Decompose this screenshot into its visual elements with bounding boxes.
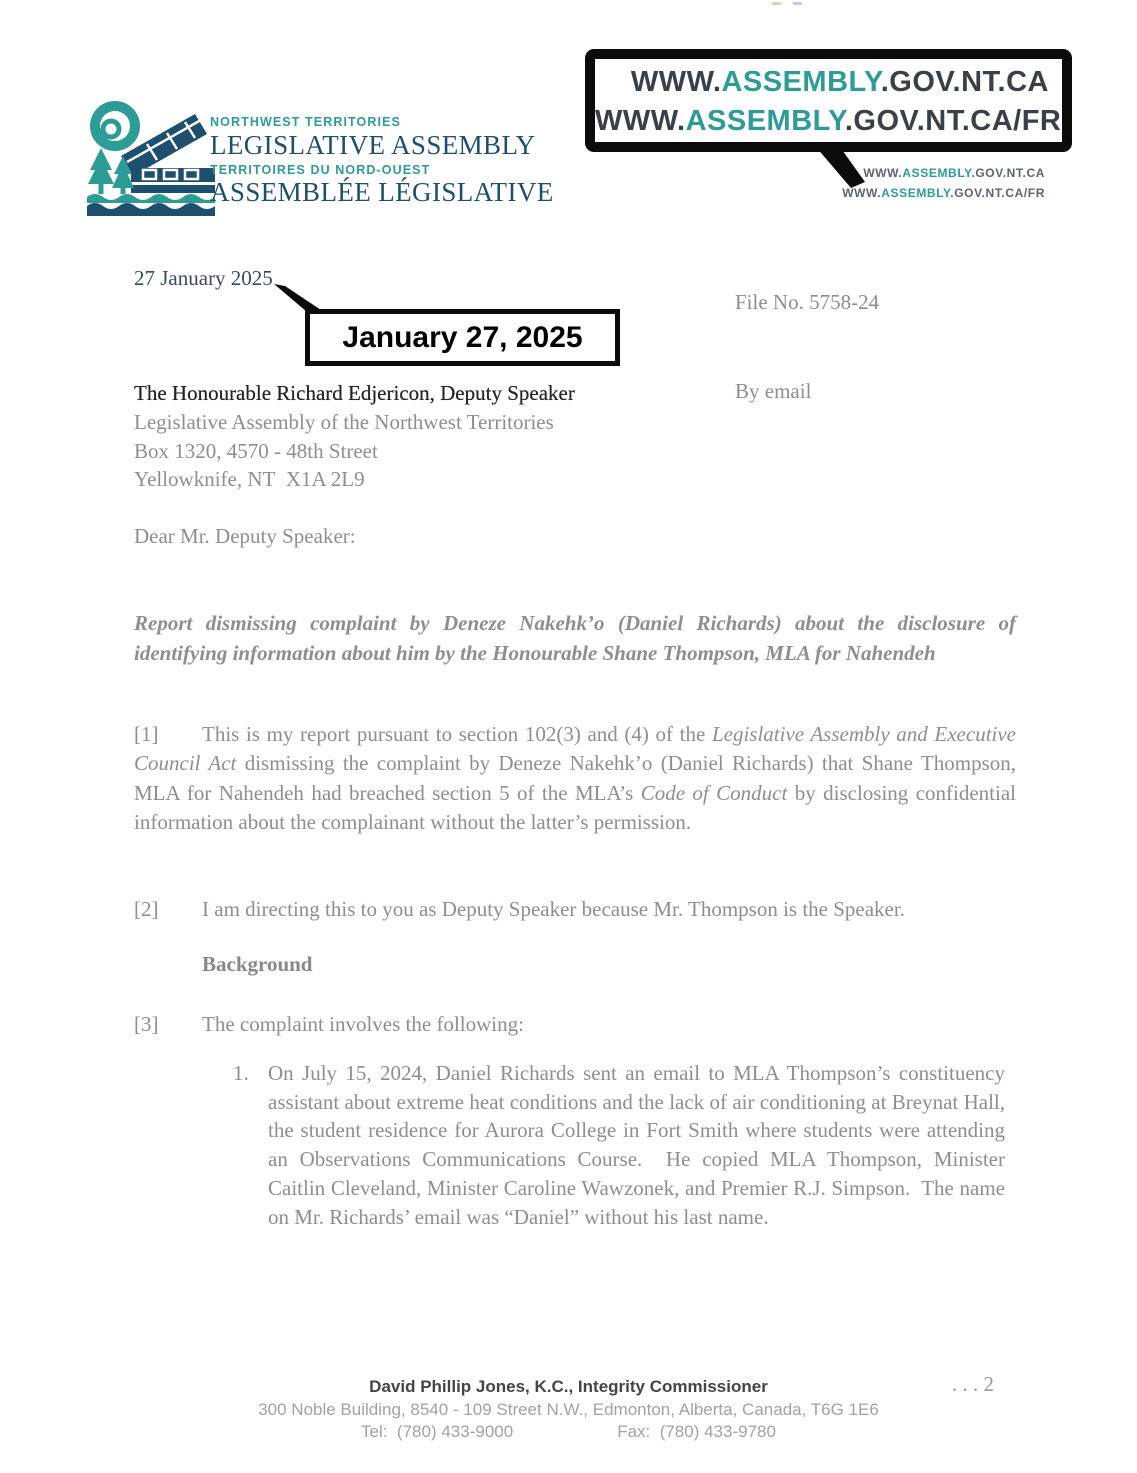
office-address: 300 Noble Building, 8540 - 109 Street N.W., Edmonton, Alberta, Canada, T6G 1E6 xyxy=(258,1399,879,1419)
url-suffix: .GOV.NT.CA/FR xyxy=(844,105,1062,137)
url-brand: ASSEMBLY xyxy=(685,105,845,137)
paragraph-3 xyxy=(134,1010,1016,1039)
phone-number: Tel: (780) 433-9000 xyxy=(361,1422,514,1441)
paragraph-1 xyxy=(134,720,1016,837)
list-item-1 xyxy=(233,1059,1005,1231)
commissioner-name: David Phillip Jones, K.C., Integrity Commissioner xyxy=(369,1377,768,1396)
org-name-fr: ASSEMBLÉE LÉGISLATIVE xyxy=(210,177,554,207)
letter-date: 27 January 2025 xyxy=(134,266,273,290)
url-suffix: .GOV.NT.CA xyxy=(971,166,1045,180)
date-annotation-text: January 27, 2025 xyxy=(342,320,583,354)
recipient-line: Yellowknife, NT X1A 2L9 xyxy=(134,467,365,492)
fax-number: Fax: (780) 433-9780 xyxy=(617,1422,776,1441)
paragraph-text: I am directing this to you as Deputy Speaker because Mr. Thompson is the Speaker. xyxy=(202,897,905,921)
text-run: This is my report pursuant to section 102(3) and (4) of the xyxy=(202,722,712,746)
org-territory-fr: TERRITOIRES DU NORD-OUEST xyxy=(210,162,431,177)
org-name-en: LEGISLATIVE ASSEMBLY xyxy=(210,129,536,160)
recipient-line: Legislative Assembly of the Northwest Territories xyxy=(134,409,554,434)
recipient-line: Box 1320, 4570 - 48th Street xyxy=(134,438,378,463)
website-url-fr-large xyxy=(595,102,1062,141)
recipient-address-block xyxy=(134,379,575,494)
text-run-italic: Legislative Assembly and Executive Council Act xyxy=(134,722,1017,776)
url-brand: ASSEMBLY xyxy=(721,66,881,98)
org-territory-en: NORTHWEST TERRITORIES xyxy=(210,115,401,129)
paragraph-number: [3] xyxy=(134,1012,159,1036)
url-suffix: .GOV.NT.CA xyxy=(880,66,1049,98)
file-number: File No. 5758-24 xyxy=(735,290,880,314)
paragraph-text: The complaint involves the following: xyxy=(202,1012,524,1036)
url-brand: ASSEMBLY xyxy=(881,186,951,200)
subject-heading: Report dismissing complaint by Deneze Nakehk’o (Daniel Richards) about the disclosure of identifying information about him by the Honourable Shane Thompson, MLA for Nahendeh xyxy=(134,611,1016,665)
website-url-zoom-annotation xyxy=(585,49,1072,152)
contact-line xyxy=(0,1421,1137,1444)
url-suffix: .GOV.NT.CA/FR xyxy=(950,186,1045,200)
letterhead-website-en xyxy=(842,163,1045,183)
url-prefix: WWW. xyxy=(630,66,722,98)
page-number: . . . 2 xyxy=(952,1372,994,1396)
assembly-building-icon xyxy=(85,98,215,216)
paragraph-text xyxy=(134,722,1016,834)
url-brand: ASSEMBLY xyxy=(902,166,972,180)
text-run: by disclosing confidential information about the complainant without the latter’s permission. xyxy=(134,780,1016,834)
list-item-text: On July 15, 2024, Daniel Richards sent an email to MLA Thompson’s constituency assistant about extreme heat conditions and the lack of air conditioning at Breynat Hall, the student residence for Aurora College in Fort Smith where students were attending an Observations Communications Course. He copied MLA Thompson, Minister Caitlin Cleveland, Minister Caroline Wawzonek, and Premier R.J. Simpson. The name on Mr. Richards’ email was “Daniel” without his last name. xyxy=(268,1061,1005,1229)
letterhead-website-urls xyxy=(842,163,1045,203)
delivery-method: By email xyxy=(735,379,812,403)
text-run-italic: Code of Conduct xyxy=(640,780,788,805)
section-heading-background: Background xyxy=(202,952,313,976)
paragraph-number: [2] xyxy=(134,897,159,921)
date-translation-annotation xyxy=(305,309,620,366)
scan-artifact-marks xyxy=(772,2,802,5)
paragraph-number: [1] xyxy=(134,722,159,746)
website-url-en-large xyxy=(595,63,1049,102)
url-prefix: WWW. xyxy=(842,186,882,200)
list-number: 1. xyxy=(233,1061,249,1085)
salutation: Dear Mr. Deputy Speaker: xyxy=(134,524,356,548)
text-run: dismissing the complaint by Deneze Nakehk’o (Daniel Richards) that Shane Thompson, MLA for Nahendeh had breached section 5 of the MLA’s xyxy=(134,751,1016,805)
url-prefix: WWW. xyxy=(863,166,903,180)
letterhead-website-fr xyxy=(842,183,1045,203)
url-prefix: WWW. xyxy=(595,105,686,137)
recipient-line: The Honourable Richard Edjericon, Deputy Speaker xyxy=(134,381,575,405)
legislative-assembly-logo-text xyxy=(210,116,554,211)
paragraph-2 xyxy=(134,895,1016,924)
